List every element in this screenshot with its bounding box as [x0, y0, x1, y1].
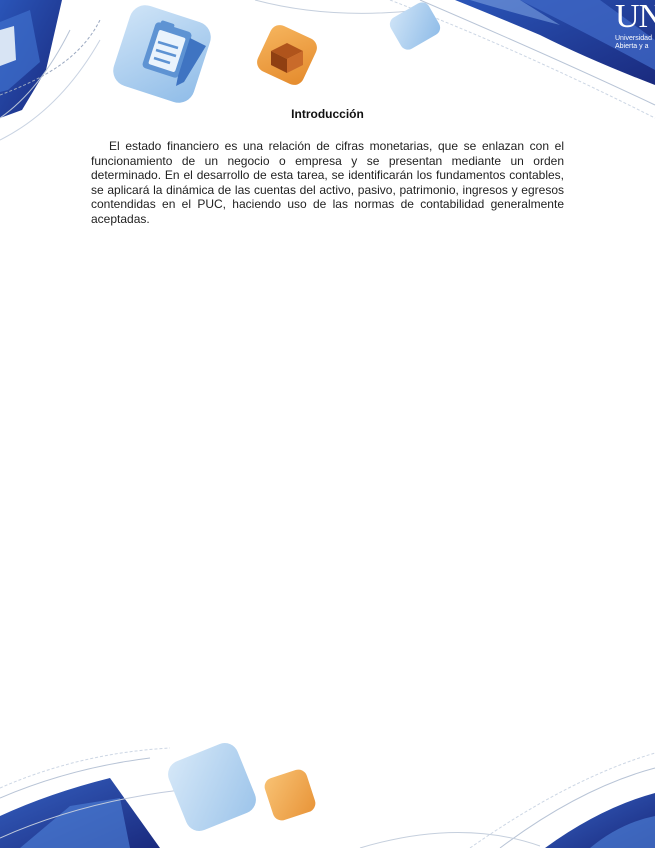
university-logo	[607, 0, 662, 60]
box-icon	[254, 22, 320, 88]
document-title: Introducción	[291, 107, 364, 121]
diamond-tile-icon	[387, 0, 443, 53]
introduction-paragraph: El estado financiero es una relación de cifras monetarias, que se enlazan con el funcionamiento de un negocio o empresa y se presentan mediante un orden determinado. En el desarrollo de esta tarea, se identificarán los fundamentos contables, se aplicará la dinámica de las cuentas del activo, pasivo, patrimonio, ingresos y egresos contendidas en el PUC, haciendo uso de las normas de contabilidad generalmente aceptadas.	[91, 139, 564, 226]
logo-mark: UN	[615, 0, 662, 35]
footer-decoration	[0, 728, 655, 848]
clipboard-icon	[109, 1, 215, 107]
logo-text-line-2: Abierta y a	[615, 43, 649, 50]
logo-text-line-1: Universidad	[615, 35, 652, 42]
